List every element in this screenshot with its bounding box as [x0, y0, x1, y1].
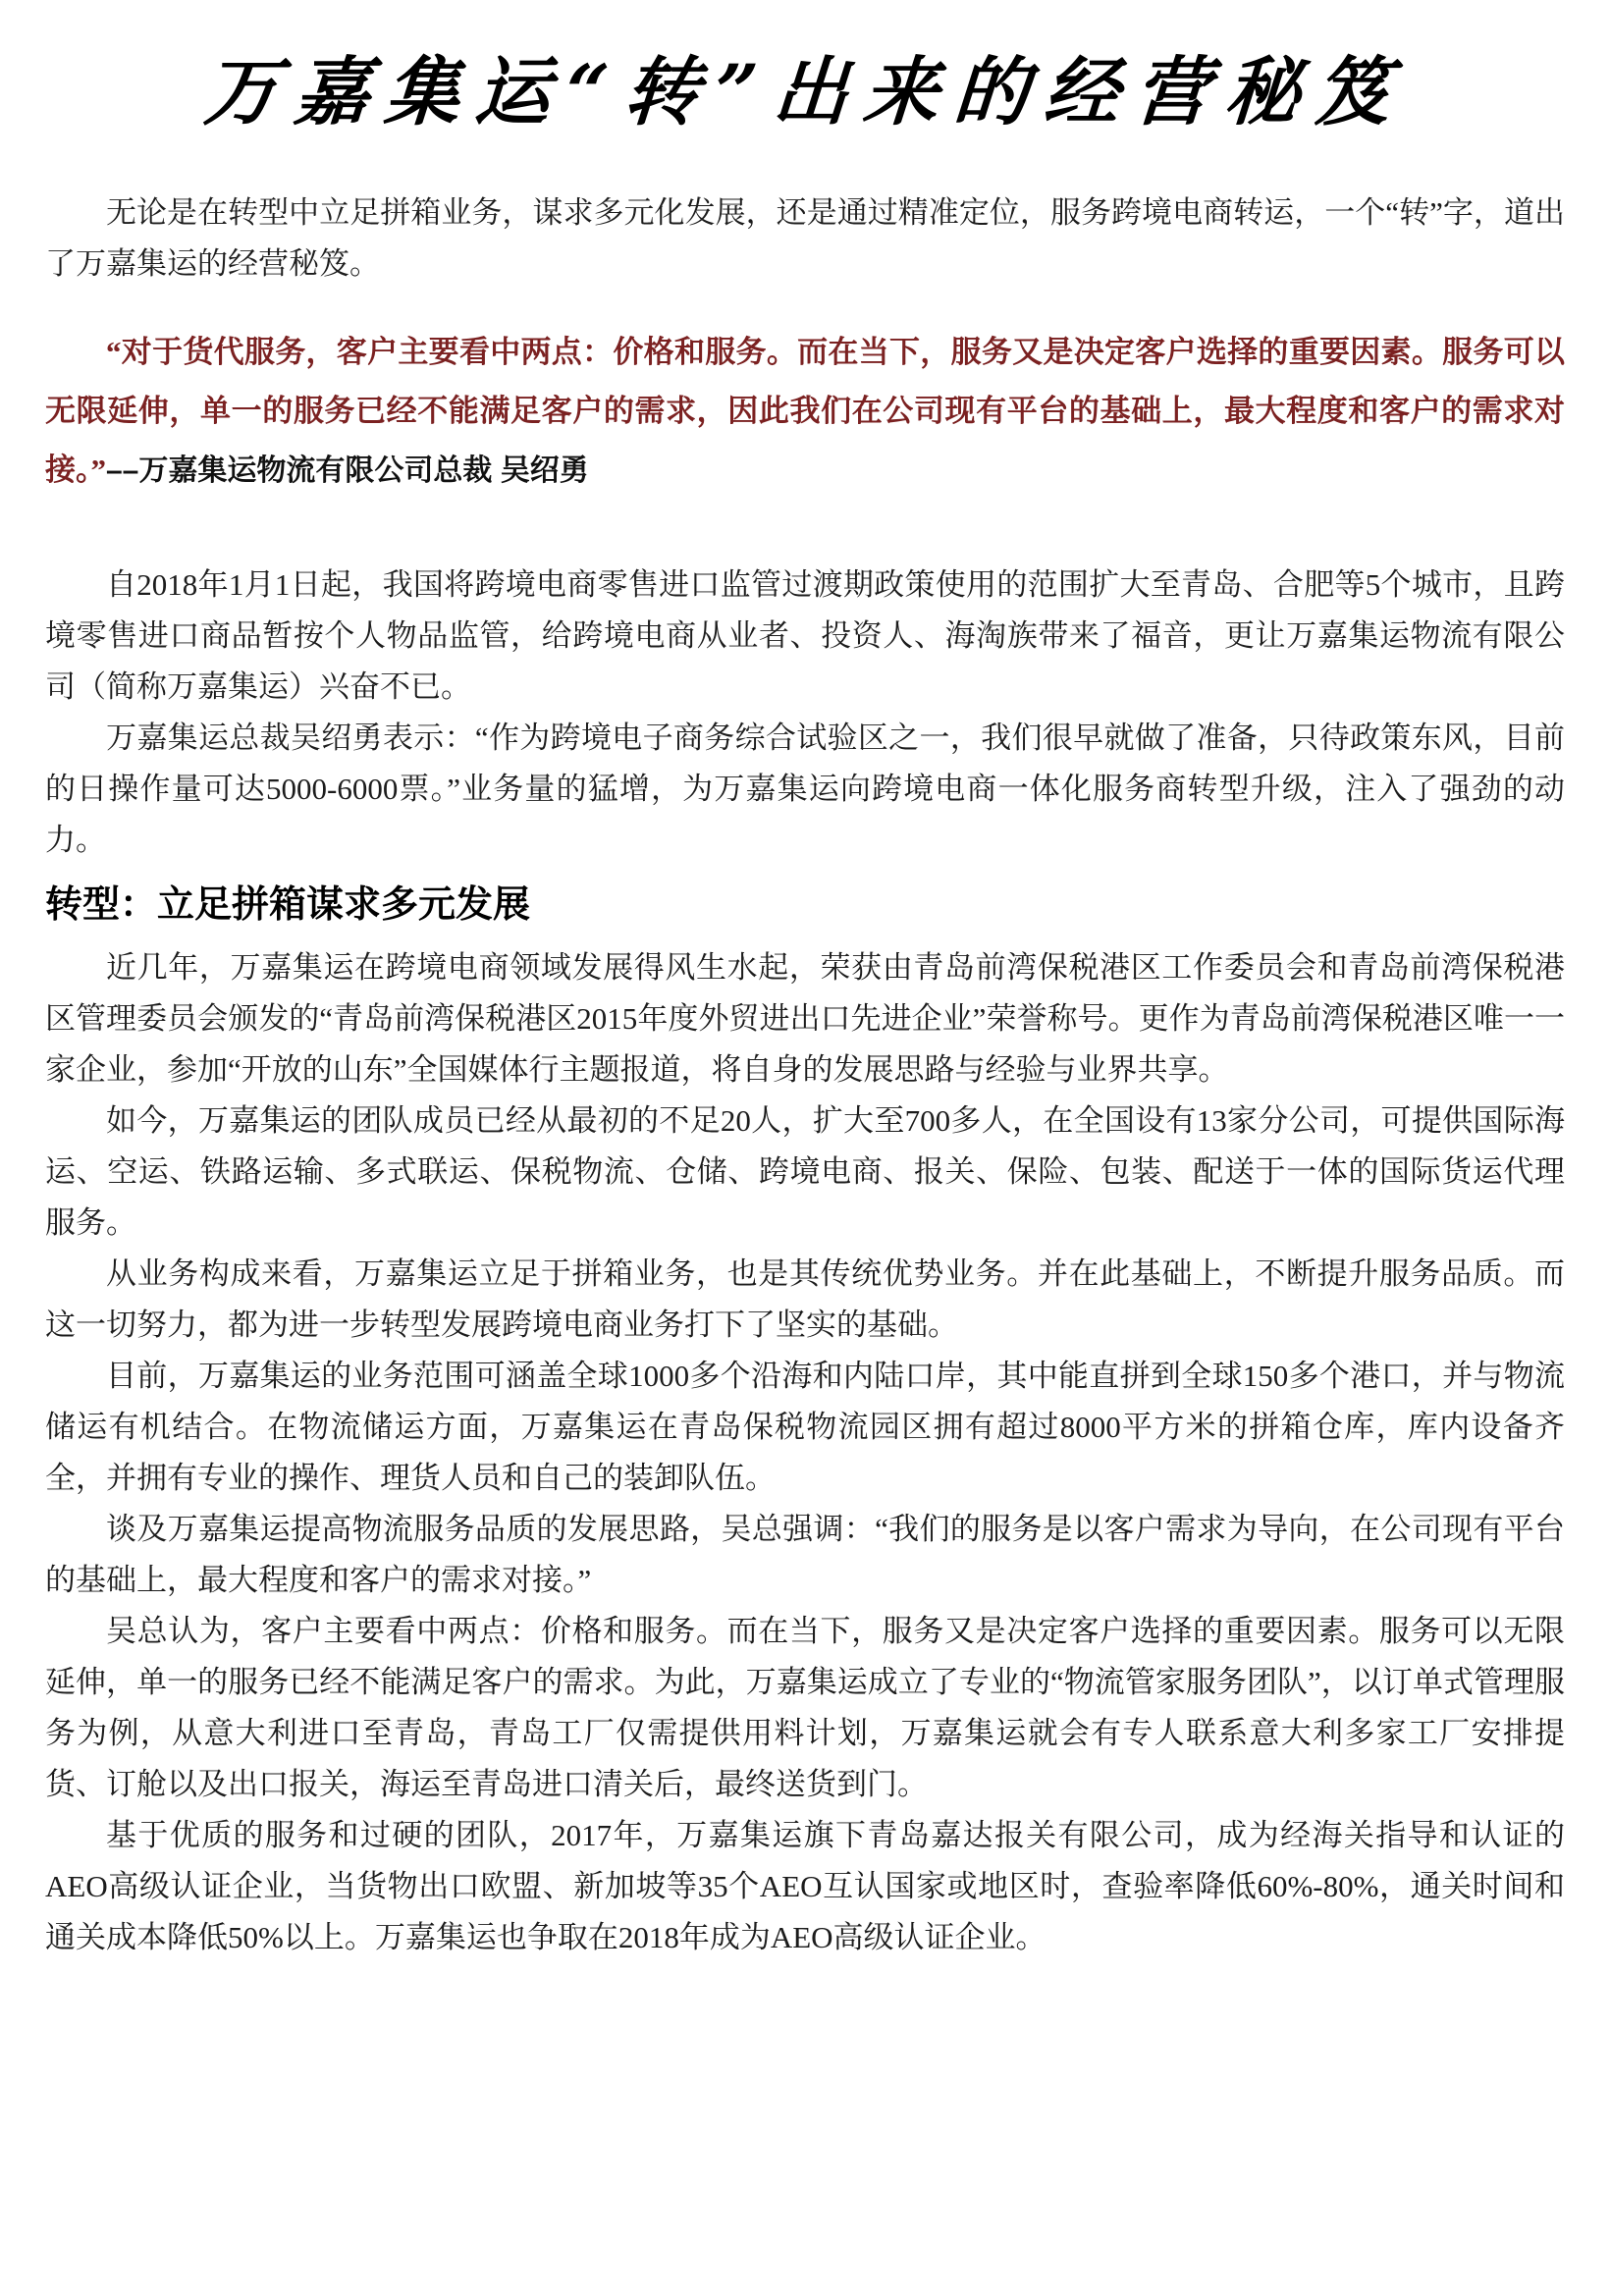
quote-attribution: ––万嘉集运物流有限公司总裁 吴绍勇	[106, 454, 589, 488]
paragraph-logistics-butler: 吴总认为，客户主要看中两点：价格和服务。而在当下，服务又是决定客户选择的重要因素。服务可以无限延伸，单一的服务已经不能满足客户的需求。为此，万嘉集运成立了专业的“物流管家服务团队”，以订单式管理服务为例，从意大利进口至青岛，青岛工厂仅需提供用料计划，万嘉集运就会有专人联系意大利多家工厂安排提货、订舱以及出口报关，海运至青岛进口清关后，最终送货到门。	[45, 1613, 1565, 1801]
paragraph-business-scope: 目前，万嘉集运的业务范围可涵盖全球1000多个沿海和内陆口岸，其中能直拼到全球150多个港口，并与物流储运有机结合。在物流储运方面，万嘉集运在青岛保税物流园区拥有超过8000平方米的拼箱仓库，库内设备齐全，并拥有专业的操作、理货人员和自己的装卸队伍。	[45, 1358, 1565, 1495]
intro-paragraph: 无论是在转型中立足拼箱业务，谋求多元化发展，还是通过精准定位，服务跨境电商转运，一个“转”字，道出了万嘉集运的经营秘笈。	[45, 195, 1565, 282]
paragraph-service-philosophy: 谈及万嘉集运提高物流服务品质的发展思路，吴总强调：“我们的服务是以客户需求为导向，在公司现有平台的基础上，最大程度和客户的需求对接。”	[45, 1511, 1565, 1597]
paragraph-business-composition: 从业务构成来看，万嘉集运立足于拼箱业务，也是其传统优势业务。并在此基础上，不断提升服务品质。而这一切努力，都为进一步转型发展跨境电商业务打下了坚实的基础。	[45, 1255, 1565, 1342]
paragraph-team-growth: 如今，万嘉集运的团队成员已经从最初的不足20人，扩大至700多人，在全国设有13家分公司，可提供国际海运、空运、铁路运输、多式联运、保税物流、仓储、跨境电商、报关、保险、包装、配送于一体的国际货运代理服务。	[45, 1102, 1565, 1240]
paragraph-policy-2018: 自2018年1月1日起，我国将跨境电商零售进口监管过渡期政策使用的范围扩大至青岛、合肥等5个城市，且跨境零售进口商品暂按个人物品监管，给跨境电商从业者、投资人、海淘族带来了福音，更让万嘉集运物流有限公司（简称万嘉集运）兴奋不已。	[45, 567, 1565, 705]
paragraph-ceo-statement: 万嘉集运总裁吴绍勇表示：“作为跨境电子商务综合试验区之一，我们很早就做了准备，只待政策东风，目前的日操作量可达5000-6000票。”业务量的猛增，为万嘉集运向跨境电商一体化服务商转型升级，注入了强劲的动力。	[45, 721, 1565, 858]
article-title: 万嘉集运“转”出来的经营秘笈	[201, 48, 1409, 135]
section-heading-transformation: 转型：立足拼箱谋求多元发展	[45, 884, 531, 927]
quote-paragraph	[45, 323, 1565, 501]
paragraph-aeo-certification: 基于优质的服务和过硬的团队，2017年，万嘉集运旗下青岛嘉达报关有限公司，成为经海关指导和认证的AEO高级认证企业，当货物出口欧盟、新加坡等35个AEO互认国家或地区时，查验率降低60%-80%，通关时间和通关成本降低50%以上。万嘉集运也争取在2018年成为AEO高级认证企业。	[45, 1817, 1565, 1954]
paragraph-awards: 近几年，万嘉集运在跨境电商领域发展得风生水起，荣获由青岛前湾保税港区工作委员会和青岛前湾保税港区管理委员会颁发的“青岛前湾保税港区2015年度外贸进出口先进企业”荣誉称号。更作为青岛前湾保税港区唯一一家企业，参加“开放的山东”全国媒体行主题报道，将自身的发展思路与经验与业界共享。	[45, 949, 1565, 1087]
quote-text: “对于货代服务，客户主要看中两点：价格和服务。而在当下，服务又是决定客户选择的重要因素。服务可以无限延伸，单一的服务已经不能满足客户的需求，因此我们在公司现有平台的基础上，最大程度和客户的需求对接。”	[45, 335, 1565, 488]
